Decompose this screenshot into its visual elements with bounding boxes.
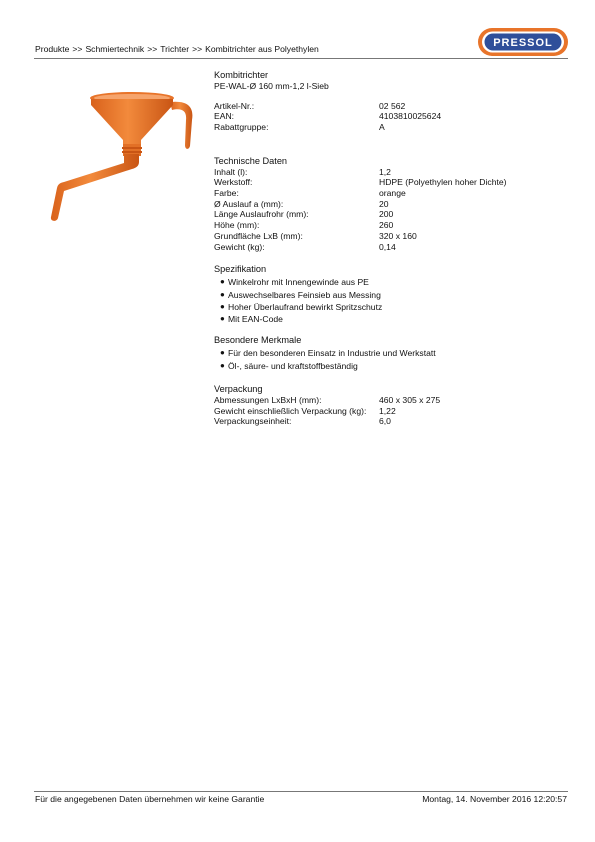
row-value: 1,22 xyxy=(379,405,396,416)
row-value: 6,0 xyxy=(379,416,391,427)
footer-disclaimer: Für die angegebenen Daten übernehmen wir keine Garantie xyxy=(35,794,265,804)
row-key: Abmessungen LxBxH (mm): xyxy=(214,395,322,406)
identity-table xyxy=(214,101,554,133)
breadcrumb xyxy=(35,44,319,55)
row-value: 460 x 305 x 275 xyxy=(379,395,441,406)
breadcrumb-item-schmiertechnik[interactable]: Schmiertechnik xyxy=(85,44,145,54)
table-row xyxy=(214,395,554,406)
row-value: 200 xyxy=(379,209,394,220)
row-key: Gewicht einschließlich Verpackung (kg): xyxy=(214,405,367,416)
bullet-icon: ● xyxy=(220,301,225,311)
row-value: orange xyxy=(379,188,406,199)
footer-timestamp: Montag, 14. November 2016 12:20:57 xyxy=(422,794,567,804)
row-key: Grundfläche LxB (mm): xyxy=(214,230,303,241)
product-details xyxy=(214,70,554,427)
list-item xyxy=(220,360,554,372)
footer-divider xyxy=(34,791,568,792)
list-item xyxy=(220,276,554,288)
row-value: HDPE (Polyethylen hoher Dichte) xyxy=(379,177,507,188)
breadcrumb-separator: >> xyxy=(147,44,158,54)
row-value: 02 562 xyxy=(379,100,406,111)
list-item-text: Mit EAN-Code xyxy=(228,314,283,325)
funnel-icon xyxy=(44,88,204,223)
packaging-heading: Verpackung xyxy=(214,384,263,395)
table-row xyxy=(214,416,554,427)
bullet-icon: ● xyxy=(220,314,225,324)
row-key: Rabattgruppe: xyxy=(214,121,269,132)
row-value: 320 x 160 xyxy=(379,230,417,241)
features-list xyxy=(214,347,554,372)
table-row xyxy=(214,167,554,178)
breadcrumb-separator: >> xyxy=(192,44,203,54)
breadcrumb-item-trichter[interactable]: Trichter xyxy=(160,44,190,54)
list-item-text: Auswechselbares Feinsieb aus Messing xyxy=(228,289,381,300)
table-row xyxy=(214,406,554,417)
row-key: Länge Auslaufrohr (mm): xyxy=(214,209,309,220)
table-row xyxy=(214,220,554,231)
pressol-logo[interactable] xyxy=(477,27,569,57)
product-title: Kombitrichter xyxy=(214,70,269,80)
list-item xyxy=(220,301,554,313)
spec-list xyxy=(214,276,554,325)
packaging-table xyxy=(214,395,554,427)
list-item xyxy=(220,289,554,301)
breadcrumb-item-produkte[interactable]: Produkte xyxy=(35,44,70,54)
row-value: 0,14 xyxy=(379,241,396,252)
list-item-text: Öl-, säure- und kraftstoffbeständig xyxy=(228,360,358,371)
features-heading: Besondere Merkmale xyxy=(214,335,302,346)
row-key: Gewicht (kg): xyxy=(214,241,265,252)
logo-text: PRESSOL xyxy=(493,37,553,49)
tech-heading: Technische Daten xyxy=(214,155,288,166)
table-row xyxy=(214,122,554,133)
row-key: Höhe (mm): xyxy=(214,220,260,231)
table-row xyxy=(214,188,554,199)
list-item-text: Winkelrohr mit Innengewinde aus PE xyxy=(228,277,369,288)
row-key: Werkstoff: xyxy=(214,177,253,188)
row-key: Artikel-Nr.: xyxy=(214,100,255,111)
tech-table xyxy=(214,167,554,253)
list-item xyxy=(220,347,554,359)
row-value: A xyxy=(379,121,385,132)
bullet-icon: ● xyxy=(220,348,225,358)
spec-heading: Spezifikation xyxy=(214,264,267,275)
row-key: EAN: xyxy=(214,111,235,122)
bullet-icon: ● xyxy=(220,277,225,287)
table-row xyxy=(214,231,554,242)
bullet-icon: ● xyxy=(220,289,225,299)
row-key: Verpackungseinheit: xyxy=(214,416,292,427)
table-row xyxy=(214,101,554,112)
list-item-text: Hoher Überlaufrand bewirkt Spritzschutz xyxy=(228,301,383,312)
breadcrumb-separator: >> xyxy=(72,44,83,54)
row-key: Inhalt (l): xyxy=(214,166,248,177)
bullet-icon: ● xyxy=(220,360,225,370)
row-key: Ø Auslauf a (mm): xyxy=(214,198,284,209)
product-subtitle: PE-WAL-Ø 160 mm-1,2 l-Sieb xyxy=(214,81,329,91)
table-row xyxy=(214,209,554,220)
row-value: 1,2 xyxy=(379,166,391,177)
table-row xyxy=(214,199,554,210)
list-item xyxy=(220,313,554,325)
header-divider xyxy=(34,58,568,59)
row-value: 20 xyxy=(379,198,389,209)
row-key: Farbe: xyxy=(214,188,239,199)
list-item-text: Für den besonderen Einsatz in Industrie und Werkstatt xyxy=(228,348,436,359)
row-value: 4103810025624 xyxy=(379,111,442,122)
row-value: 260 xyxy=(379,220,394,231)
table-row xyxy=(214,177,554,188)
table-row xyxy=(214,242,554,253)
table-row xyxy=(214,111,554,122)
breadcrumb-item-current: Kombitrichter aus Polyethylen xyxy=(205,44,319,54)
